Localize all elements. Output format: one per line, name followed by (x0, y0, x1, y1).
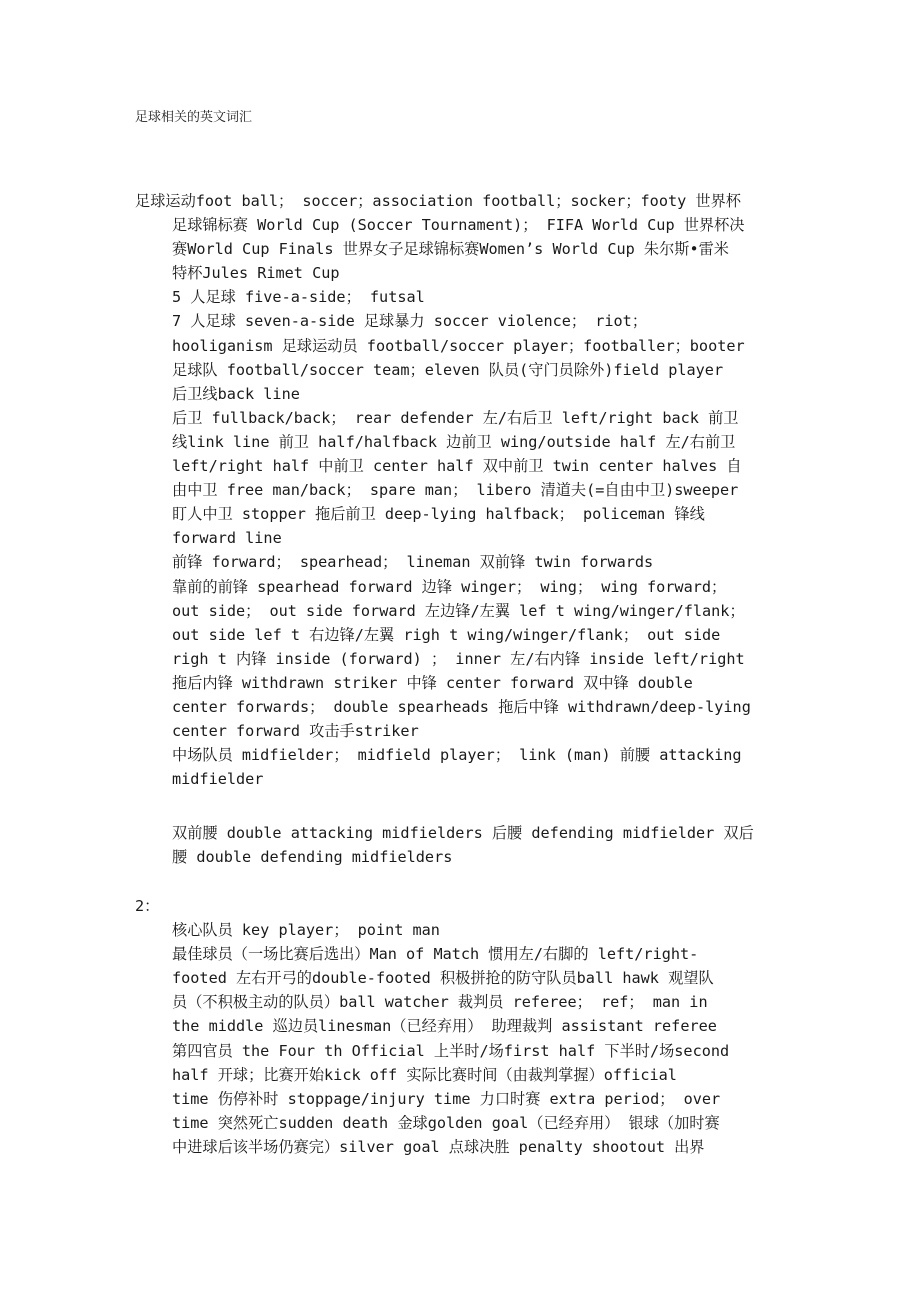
text-line: center forwards； double spearheads 拖后中锋 withdrawn/deep-lying (172, 697, 751, 716)
text-line: 赛World Cup Finals 世界女子足球锦标赛Women’s World Cup 朱尔斯•雷米 (172, 240, 729, 259)
text-line: 盯人中卫 stopper 拖后前卫 deep-lying halfback； policeman 锋线 (172, 505, 705, 524)
text-line: forward line (172, 529, 282, 548)
text-line: 中进球后该半场仍赛完）silver goal 点球决胜 penalty shootout 出界 (172, 1137, 705, 1156)
text-line: half 开球；比赛开始kick off 实际比赛时间（由裁判掌握）official (172, 1065, 677, 1084)
text-line: 线link line 前卫 half/halfback 边前卫 wing/outside half 左/右前卫 (172, 432, 736, 451)
text-line: out side； out side forward 左边锋/左翼 lef t wing/winger/flank； (172, 601, 745, 620)
text-line: time 伤停补时 stoppage/injury time 力口时赛 extra period； over (172, 1089, 721, 1108)
text-line: 2： (135, 897, 160, 915)
vocab-section-positions (135, 189, 795, 791)
text-line: center forward 攻击手striker (172, 722, 419, 741)
text-line: 中场队员 midfielder； midfield player； link (man) 前腰 attacking (172, 746, 742, 765)
text-line: hooliganism 足球运动员 football/soccer player；footballer；booter (172, 336, 745, 355)
text-line: 核心队员 key player； point man (172, 921, 440, 940)
text-line: righ t 内锋 inside (forward) ； inner 左/右内锋 inside left/right (172, 649, 745, 668)
text-line: 员（不积极主动的队员）ball watcher 裁判员 referee； ref； man in (172, 993, 708, 1012)
text-line: out side lef t 右边锋/左翼 righ t wing/winger/flank； out side (172, 625, 721, 644)
text-line: 第四官员 the Four th Official 上半时/场first half 下半时/场second (172, 1041, 730, 1060)
text-line: 足球运动foot ball； soccer；association football；socker；footy 世界杯 (135, 192, 741, 210)
text-line: 后卫 fullback/back； rear defender 左/右后卫 left/right back 前卫 (172, 408, 739, 427)
text-line: 足球锦标赛 World Cup (Soccer Tournament)； FIFA World Cup 世界杯决 (172, 216, 745, 235)
text-line: 7 人足球 seven-a-side 足球暴力 soccer violence； riot； (172, 312, 648, 331)
text-line: left/right half 中前卫 center half 双中前卫 twin center halves 自 (172, 457, 742, 476)
text-line: 最佳球员（一场比赛后选出）Man of Match 惯用左/右脚的 left/right- (172, 945, 699, 964)
text-line: time 突然死亡sudden death 金球golden goal（已经弃用） 银球（加时赛 (172, 1113, 720, 1132)
text-line: 双前腰 double attacking midfielders 后腰 defending midfielder 双后 (172, 824, 754, 842)
text-line: footed 左右开弓的double-footed 积极拼抢的防守队员ball hawk 观望队 (172, 969, 714, 988)
text-line: 由中卫 free man/back； spare man； libero 清道夫(=自由中卫)sweeper (172, 481, 739, 500)
text-line: 后卫线back line (172, 384, 300, 403)
vocab-section-midfield (135, 821, 795, 869)
text-line: 腰 double defending midfielders (172, 848, 453, 867)
text-line: 拖后内锋 withdrawn striker 中锋 center forward 双中锋 double (172, 673, 693, 692)
text-line: 特杯Jules Rimet Cup (172, 264, 340, 283)
text-line: 靠前的前锋 spearhead forward 边锋 winger； wing； wing forward； (172, 577, 727, 596)
text-line: midfielder (172, 770, 264, 789)
text-line: 足球队 football/soccer team；eleven 队员(守门员除外)field player (172, 360, 724, 379)
document-title: 足球相关的英文词汇 (135, 110, 253, 125)
vocab-section-officials (135, 894, 795, 1159)
text-line: 5 人足球 five-a-side； futsal (172, 288, 425, 307)
text-line: the middle 巡边员linesman（已经弃用） 助理裁判 assistant referee (172, 1017, 717, 1036)
text-line: 前锋 forward； spearhead； lineman 双前锋 twin forwards (172, 553, 654, 572)
